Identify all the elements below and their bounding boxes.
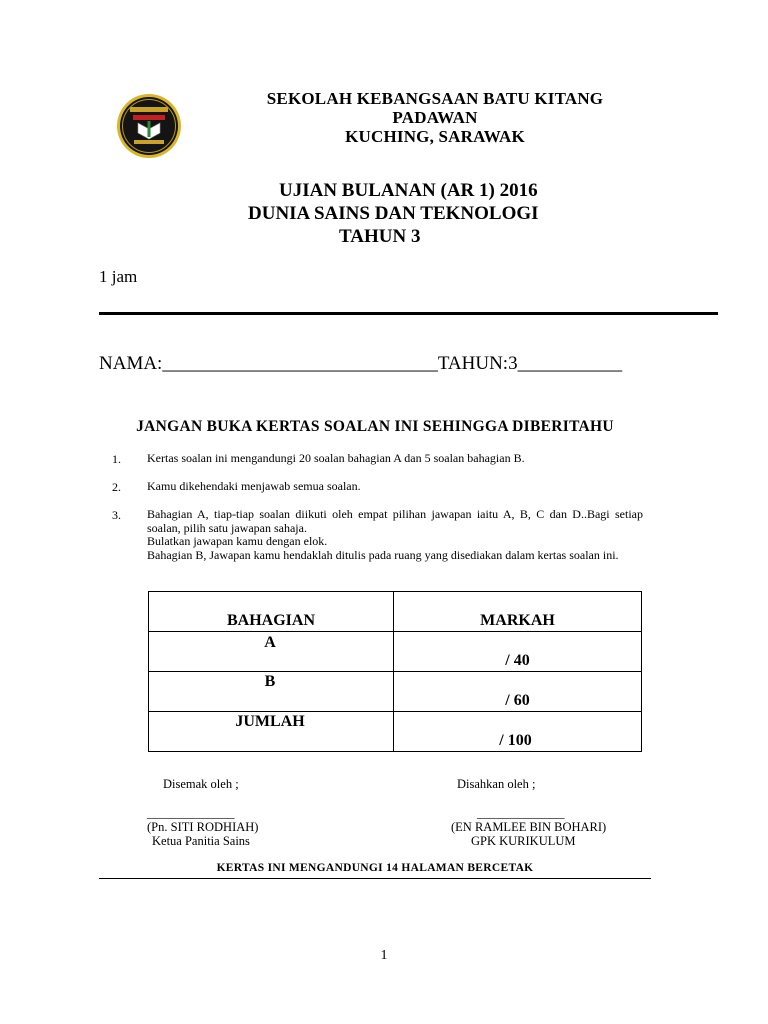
instruction-text-line: Bahagian B, Jawapan kamu hendaklah ditulis pada ruang yang disediakan dalam kertas soalan ini. (147, 548, 619, 562)
exam-duration: 1 jam (99, 267, 138, 286)
instruction-text-line: Bulatkan jawapan kamu dengan elok. (147, 534, 328, 548)
footer-divider (99, 878, 651, 879)
section-label: B (264, 673, 276, 690)
header-section: BAHAGIAN (226, 612, 315, 629)
table-cell (394, 632, 642, 672)
table-cell (149, 672, 394, 712)
reviewer-signature-line: ______________ (147, 806, 235, 820)
school-logo (116, 93, 182, 159)
approver-signature-line: ______________ (477, 806, 565, 820)
table-row (149, 712, 642, 752)
school-district: PADAWAN (392, 108, 478, 127)
table-cell (149, 712, 394, 752)
section-label: JUMLAH (235, 713, 305, 730)
instruction-number: 2. (112, 480, 121, 494)
approver-role: GPK KURIKULUM (471, 834, 576, 848)
exam-title: UJIAN BULANAN (AR 1) 2016 (279, 180, 538, 201)
exam-year: TAHUN 3 (339, 226, 421, 247)
table-header-row (149, 592, 642, 632)
marks-value: / 100 (499, 732, 532, 749)
instruction-text: Kertas soalan ini mengandungi 20 soalan bahagian A dan 5 soalan bahagian B. (147, 451, 525, 465)
table-cell (394, 672, 642, 712)
table-cell (149, 632, 394, 672)
reviewer-role: Ketua Panitia Sains (152, 834, 250, 848)
instruction-text: Kamu dikehendaki menjawab semua soalan. (147, 479, 361, 493)
header-marks: MARKAH (480, 612, 555, 629)
school-city-state: KUCHING, SARAWAK (345, 127, 525, 146)
table-row (149, 632, 642, 672)
page-number: 1 (380, 948, 388, 963)
header-divider (99, 312, 718, 315)
marks-value: / 40 (505, 652, 530, 669)
marks-value: / 60 (505, 692, 530, 709)
approved-by-caption: Disahkan oleh ; (457, 777, 536, 791)
instruction-number: 3. (112, 508, 121, 522)
section-label: A (264, 634, 276, 651)
instruction-number: 1. (112, 452, 121, 466)
table-header-cell (394, 592, 642, 632)
table-header-cell (149, 592, 394, 632)
student-name-field: NAMA:_____________________________TAHUN:3___________ (99, 353, 623, 374)
table-row (149, 672, 642, 712)
page-count-note: KERTAS INI MENGANDUNGI 14 HALAMAN BERCETAK (216, 862, 534, 874)
reviewed-by-caption: Disemak oleh ; (163, 777, 239, 791)
reviewer-name: (Pn. SITI RODHIAH) (147, 820, 259, 834)
marks-table (148, 591, 642, 752)
school-name: SEKOLAH KEBANGSAAN BATU KITANG (266, 89, 604, 108)
approver-name: (EN RAMLEE BIN BOHARI) (451, 820, 607, 834)
warning-heading: JANGAN BUKA KERTAS SOALAN INI SEHINGGA DIBERITAHU (136, 418, 614, 435)
instruction-text: Bahagian A, tiap-tiap soalan diikuti oleh empat pilihan jawapan iaitu A, B, C dan D..Bagi setiap soalan, pilih satu jawapan sahaja. (147, 507, 643, 535)
exam-subject: DUNIA SAINS DAN TEKNOLOGI (248, 203, 539, 224)
table-cell (394, 712, 642, 752)
